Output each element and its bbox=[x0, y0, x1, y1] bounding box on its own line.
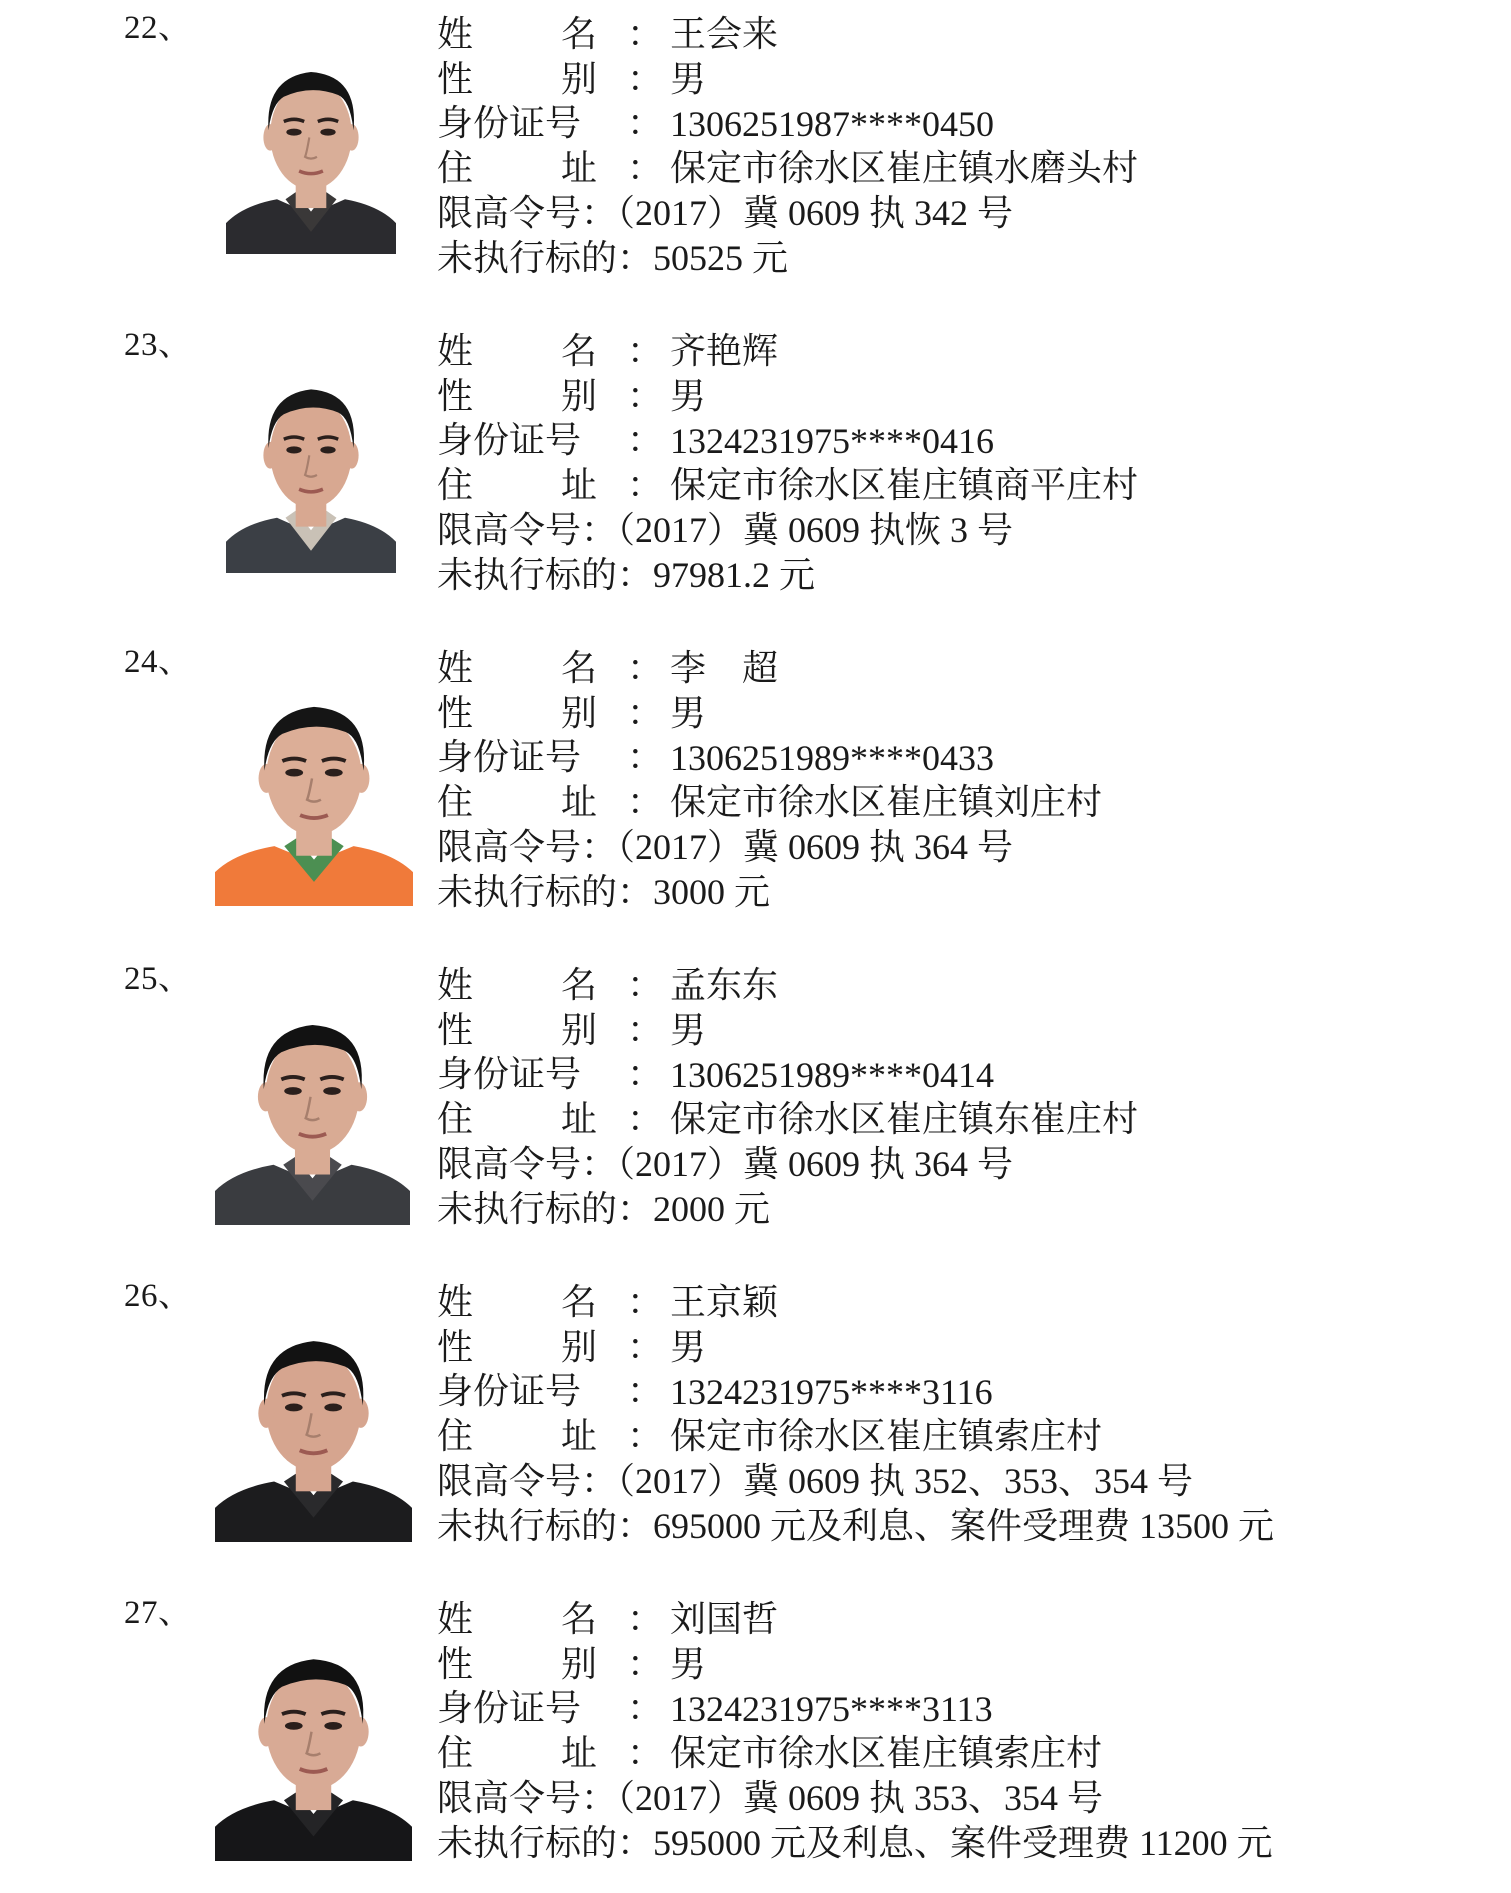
name-value: 孟东东 bbox=[670, 965, 779, 1006]
address-label-char: 址 bbox=[560, 1415, 597, 1457]
id-label bbox=[437, 1053, 597, 1097]
gender-label bbox=[437, 1643, 597, 1687]
id-label-text: 身份证号 bbox=[437, 103, 582, 144]
gender-value: 男 bbox=[670, 58, 707, 100]
address-label-char: 住 bbox=[437, 1415, 474, 1457]
gender-label bbox=[437, 58, 597, 102]
person-photo bbox=[226, 42, 396, 254]
name-value: 王京颖 bbox=[670, 1282, 779, 1323]
entry-number: 22、 bbox=[124, 10, 192, 46]
address-value: 保定市徐水区崔庄镇索庄村 bbox=[670, 1415, 1103, 1457]
field-colon: ： bbox=[627, 737, 664, 778]
id-value: 1324231975****0416 bbox=[670, 421, 994, 461]
person-photo bbox=[215, 674, 413, 906]
name-label-char: 名 bbox=[560, 331, 597, 372]
gender-label-char: 别 bbox=[560, 1643, 597, 1685]
amount-line bbox=[437, 870, 770, 915]
amount-value: 695000 元及利息、案件受理费 13500 元 bbox=[653, 1505, 1275, 1546]
amount-label: 未执行标的： bbox=[437, 1188, 654, 1230]
address-label-char: 住 bbox=[437, 147, 474, 189]
id-value: 1324231975****3113 bbox=[670, 1689, 993, 1729]
gender-value: 男 bbox=[670, 1643, 707, 1685]
id-label bbox=[437, 736, 597, 780]
order-line bbox=[437, 1459, 1193, 1504]
gender-label-char: 性 bbox=[437, 1009, 474, 1051]
id-value: 1306251989****0414 bbox=[670, 1055, 994, 1095]
field-colon: ： bbox=[627, 1415, 664, 1457]
gender-label-char: 性 bbox=[437, 1643, 474, 1685]
field-colon: ： bbox=[627, 464, 664, 506]
field-colon: ： bbox=[627, 1643, 664, 1685]
field-colon: ： bbox=[627, 375, 664, 417]
order-value: （2017）冀 0609 执 364 号 bbox=[617, 1144, 1014, 1184]
order-line bbox=[437, 191, 1013, 236]
gender-label-char: 别 bbox=[560, 375, 597, 417]
amount-label: 未执行标的： bbox=[437, 1822, 654, 1864]
person-entry bbox=[0, 8, 1511, 308]
gender-label-char: 别 bbox=[560, 58, 597, 100]
id-label-text: 身份证号 bbox=[437, 1371, 582, 1412]
address-value: 保定市徐水区崔庄镇刘庄村 bbox=[670, 781, 1103, 823]
name-label bbox=[437, 13, 597, 57]
gender-label-char: 别 bbox=[560, 1009, 597, 1051]
gender-value: 男 bbox=[670, 1326, 707, 1368]
person-photo bbox=[226, 359, 396, 573]
name-label-char: 姓 bbox=[437, 1599, 474, 1640]
amount-line bbox=[437, 1821, 1273, 1866]
field-colon: ： bbox=[627, 103, 664, 144]
name-label-char: 名 bbox=[560, 14, 597, 55]
gender-label-char: 性 bbox=[437, 375, 474, 417]
person-entry bbox=[0, 959, 1511, 1259]
address-label-char: 址 bbox=[560, 1098, 597, 1140]
gender-label bbox=[437, 375, 597, 419]
name-label-char: 名 bbox=[560, 1282, 597, 1323]
id-value: 1306251987****0450 bbox=[670, 104, 994, 144]
amount-value: 97981.2 元 bbox=[653, 554, 816, 595]
name-label-char: 姓 bbox=[437, 965, 474, 1006]
person-entry bbox=[0, 325, 1511, 625]
name-label bbox=[437, 647, 597, 691]
address-label bbox=[437, 1732, 597, 1776]
field-colon: ： bbox=[627, 1054, 664, 1095]
order-value: （2017）冀 0609 执 342 号 bbox=[617, 193, 1014, 233]
address-label-char: 住 bbox=[437, 464, 474, 506]
field-colon: ： bbox=[627, 331, 664, 372]
person-entry bbox=[0, 642, 1511, 942]
address-label-char: 住 bbox=[437, 1098, 474, 1140]
person-entry bbox=[0, 1593, 1511, 1893]
field-colon: ： bbox=[627, 1098, 664, 1140]
name-label-char: 名 bbox=[560, 965, 597, 1006]
amount-line bbox=[437, 1504, 1274, 1549]
field-colon: ： bbox=[627, 1732, 664, 1774]
amount-label: 未执行标的： bbox=[437, 871, 654, 913]
address-value: 保定市徐水区崔庄镇索庄村 bbox=[670, 1732, 1103, 1774]
field-colon: ： bbox=[627, 1599, 664, 1640]
order-line bbox=[437, 1142, 1013, 1187]
id-label bbox=[437, 419, 597, 463]
id-label bbox=[437, 1370, 597, 1414]
order-line bbox=[437, 825, 1013, 870]
address-label-char: 住 bbox=[437, 781, 474, 823]
field-colon: ： bbox=[627, 1371, 664, 1412]
name-value: 李 超 bbox=[670, 648, 779, 689]
name-label-char: 名 bbox=[560, 648, 597, 689]
gender-value: 男 bbox=[670, 692, 707, 734]
person-photo bbox=[215, 1308, 412, 1542]
id-label-text: 身份证号 bbox=[437, 1054, 582, 1095]
amount-value: 2000 元 bbox=[653, 1188, 771, 1229]
address-label-char: 址 bbox=[560, 781, 597, 823]
entry-number: 25、 bbox=[124, 961, 192, 997]
order-line bbox=[437, 1776, 1103, 1821]
field-colon: ： bbox=[627, 1688, 664, 1729]
address-label-char: 址 bbox=[560, 147, 597, 189]
id-value: 1306251989****0433 bbox=[670, 738, 994, 778]
field-colon: ： bbox=[627, 648, 664, 689]
gender-label-char: 性 bbox=[437, 1326, 474, 1368]
amount-line bbox=[437, 1187, 770, 1232]
name-label-char: 姓 bbox=[437, 331, 474, 372]
gender-label bbox=[437, 692, 597, 736]
gender-label-char: 别 bbox=[560, 692, 597, 734]
id-label-text: 身份证号 bbox=[437, 420, 582, 461]
address-label-char: 址 bbox=[560, 1732, 597, 1774]
amount-value: 50525 元 bbox=[653, 237, 789, 278]
order-value: （2017）冀 0609 执恢 3 号 bbox=[617, 510, 1014, 550]
order-label: 限高令号： bbox=[437, 1778, 618, 1819]
person-entry bbox=[0, 1276, 1511, 1576]
gender-label-char: 性 bbox=[437, 58, 474, 100]
address-label bbox=[437, 147, 597, 191]
order-label: 限高令号： bbox=[437, 1461, 618, 1502]
amount-value: 595000 元及利息、案件受理费 11200 元 bbox=[653, 1822, 1273, 1863]
name-label-char: 姓 bbox=[437, 1282, 474, 1323]
field-colon: ： bbox=[627, 420, 664, 461]
name-label-char: 姓 bbox=[437, 14, 474, 55]
name-label bbox=[437, 1281, 597, 1325]
person-photo bbox=[215, 1626, 412, 1861]
address-label bbox=[437, 1415, 597, 1459]
address-label bbox=[437, 781, 597, 825]
gender-label bbox=[437, 1326, 597, 1370]
name-label bbox=[437, 330, 597, 374]
order-line bbox=[437, 508, 1013, 553]
field-colon: ： bbox=[627, 1326, 664, 1368]
name-label bbox=[437, 1598, 597, 1642]
address-label bbox=[437, 1098, 597, 1142]
order-value: （2017）冀 0609 执 352、353、354 号 bbox=[617, 1461, 1194, 1501]
entry-number: 23、 bbox=[124, 327, 192, 363]
name-value: 王会来 bbox=[670, 14, 779, 55]
amount-label: 未执行标的： bbox=[437, 554, 654, 596]
address-value: 保定市徐水区崔庄镇水磨头村 bbox=[670, 147, 1139, 189]
field-colon: ： bbox=[627, 781, 664, 823]
name-value: 齐艳辉 bbox=[670, 331, 779, 372]
address-value: 保定市徐水区崔庄镇商平庄村 bbox=[670, 464, 1139, 506]
order-label: 限高令号： bbox=[437, 827, 618, 868]
field-colon: ： bbox=[627, 692, 664, 734]
field-colon: ： bbox=[627, 147, 664, 189]
id-label bbox=[437, 1687, 597, 1731]
order-label: 限高令号： bbox=[437, 510, 618, 551]
amount-label: 未执行标的： bbox=[437, 237, 654, 279]
name-label-char: 名 bbox=[560, 1599, 597, 1640]
id-label-text: 身份证号 bbox=[437, 737, 582, 778]
id-label-text: 身份证号 bbox=[437, 1688, 582, 1729]
amount-line bbox=[437, 553, 815, 598]
gender-label bbox=[437, 1009, 597, 1053]
entry-number: 24、 bbox=[124, 644, 192, 680]
address-value: 保定市徐水区崔庄镇东崔庄村 bbox=[670, 1098, 1139, 1140]
order-label: 限高令号： bbox=[437, 193, 618, 234]
field-colon: ： bbox=[627, 14, 664, 55]
gender-label-char: 别 bbox=[560, 1326, 597, 1368]
field-colon: ： bbox=[627, 965, 664, 1006]
id-value: 1324231975****3116 bbox=[670, 1372, 993, 1412]
order-label: 限高令号： bbox=[437, 1144, 618, 1185]
field-colon: ： bbox=[627, 1282, 664, 1323]
address-label bbox=[437, 464, 597, 508]
gender-label-char: 性 bbox=[437, 692, 474, 734]
person-photo bbox=[215, 992, 410, 1225]
entry-number: 27、 bbox=[124, 1595, 192, 1631]
address-label-char: 址 bbox=[560, 464, 597, 506]
name-label-char: 姓 bbox=[437, 648, 474, 689]
name-value: 刘国哲 bbox=[670, 1599, 779, 1640]
order-value: （2017）冀 0609 执 353、354 号 bbox=[617, 1778, 1104, 1818]
id-label bbox=[437, 102, 597, 146]
field-colon: ： bbox=[627, 58, 664, 100]
amount-value: 3000 元 bbox=[653, 871, 771, 912]
order-value: （2017）冀 0609 执 364 号 bbox=[617, 827, 1014, 867]
field-colon: ： bbox=[627, 1009, 664, 1051]
gender-value: 男 bbox=[670, 375, 707, 417]
amount-label: 未执行标的： bbox=[437, 1505, 654, 1547]
entry-number: 26、 bbox=[124, 1278, 192, 1314]
gender-value: 男 bbox=[670, 1009, 707, 1051]
name-label bbox=[437, 964, 597, 1008]
amount-line bbox=[437, 236, 788, 281]
address-label-char: 住 bbox=[437, 1732, 474, 1774]
